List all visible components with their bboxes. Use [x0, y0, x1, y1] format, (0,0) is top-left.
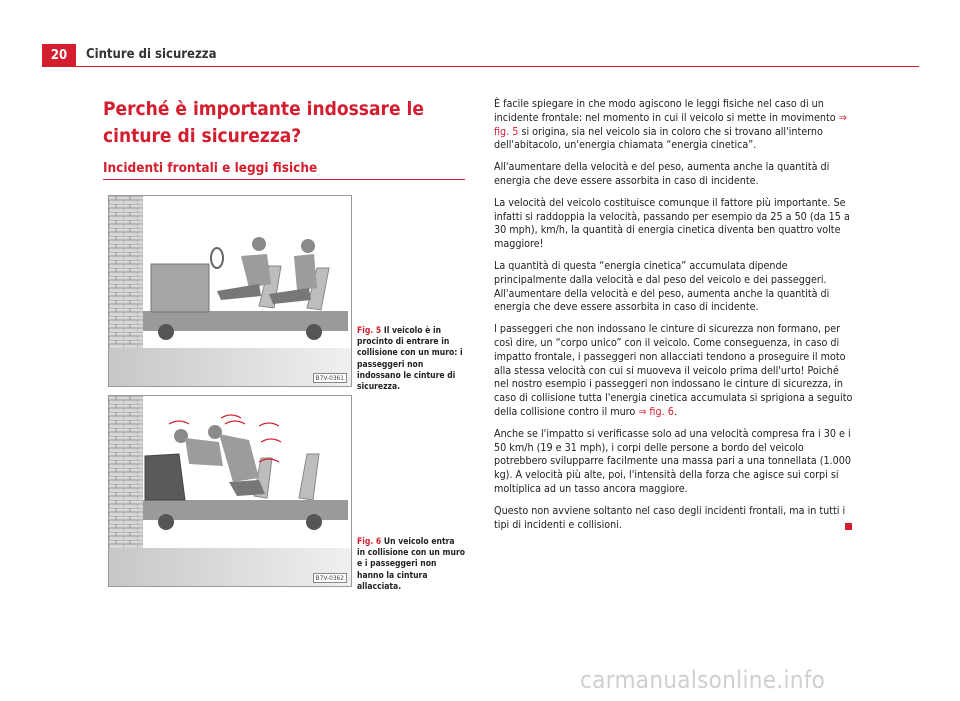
figure-5-code: B7V-0361	[313, 373, 347, 383]
figure-5-illustration	[108, 195, 352, 387]
paragraph-1: È facile spiegare in che modo agiscono le leggi fisiche nel caso di un incidente frontale: nel momento in cui il veicolo si mette in movimento ⇒ fig. 5 si origina, sia nel veicolo sia in coloro che si trovano all'interno dell'abitacolo, un'energia chiamata “energia cinetica”.	[494, 97, 847, 152]
section-title: Cinture di sicurezza	[86, 47, 217, 62]
figure-5-caption-text: Il veicolo è in procinto di entrare in collisione con un muro: i passeggeri non indossano le cinture di sicurezza.	[357, 326, 463, 393]
section-end-marker	[845, 523, 852, 530]
header-rule	[42, 66, 919, 67]
page-number: 20	[42, 44, 76, 66]
paragraph-2: All'aumentare della velocità e del peso, aumenta anche la quantità di energia che deve essere assorbita in caso di incidente.	[494, 160, 830, 187]
subtitle-rule	[103, 179, 465, 180]
figure-6-illustration	[108, 395, 352, 587]
fig-5-reference-link[interactable]: ⇒ fig. 5	[494, 110, 847, 138]
page-title: Perché è importante indossare le cinture di sicurezza?	[103, 98, 424, 147]
paragraph-4: La quantità di questa “energia cinetica” accumulata dipende principalmente dalla velocità e dal peso del veicolo e dei passeggeri. All'aumentare della velocità e del peso, aumenta anche la quantità di energia che deve essere assorbita in caso di incidente.	[494, 258, 830, 314]
section-subtitle: Incidenti frontali e leggi fisiche	[103, 160, 318, 176]
paragraph-6: Anche se l'impatto si verificasse solo ad una velocità compresa fra i 30 e i 50 km/h (19 e 31 mph), i corpi delle persone a bordo del veicolo potrebbero svilupparre facilmente una massa pari a una tonnellata (1.000 kg). A velocità più alte, poi, l'intensità della forza che agisce sui corpi si moltiplica ad un tasso ancora maggiore.	[494, 426, 851, 495]
figure-6-caption-text: Un veicolo entra in collisione con un muro e i passeggeri non hanno la cintura allacciata.	[357, 537, 465, 592]
fig-6-reference-link[interactable]: ⇒ fig. 6	[638, 404, 674, 418]
figure-5-caption	[357, 326, 465, 393]
body-text	[494, 97, 855, 539]
paragraph-7: Questo non avviene soltanto nel caso degli incidenti frontali, ma in tutti i tipi di incidenti e collisioni.	[494, 503, 846, 531]
figure-6-code: B7V-0362	[313, 573, 347, 583]
watermark: carmanualsonline.info	[580, 666, 826, 694]
figure-6-caption	[357, 537, 465, 593]
paragraph-3: La velocità del veicolo costituisce comunque il fattore più importante. Se infatti si raddoppia la velocità, passando per esempio da 25 a 50 (da 15 a 30 mph), km/h, la quantità di energia cinetica diventa ben quattro volte maggiore!	[494, 195, 850, 251]
paragraph-5: I passeggeri che non indossano le cinture di sicurezza non formano, per così dire, un “corpo unico” con il veicolo. Come conseguenza, in caso di impatto frontale, i passeggeri non allacciati tendono a proseguire il moto alla stessa velocità con cui si muoveva il veicolo prima dell'urto! Poiché nel nostro esempio i passeggeri non indossano le cinture di sicurezza, in caso di collisione tutta l'energia cinetica accumulata si sprigiona a seguito della collisione contro il muro ⇒ fig. 6.	[494, 322, 853, 418]
figure-5-number: Fig. 5	[357, 326, 382, 336]
figure-6-number: Fig. 6	[357, 537, 382, 547]
